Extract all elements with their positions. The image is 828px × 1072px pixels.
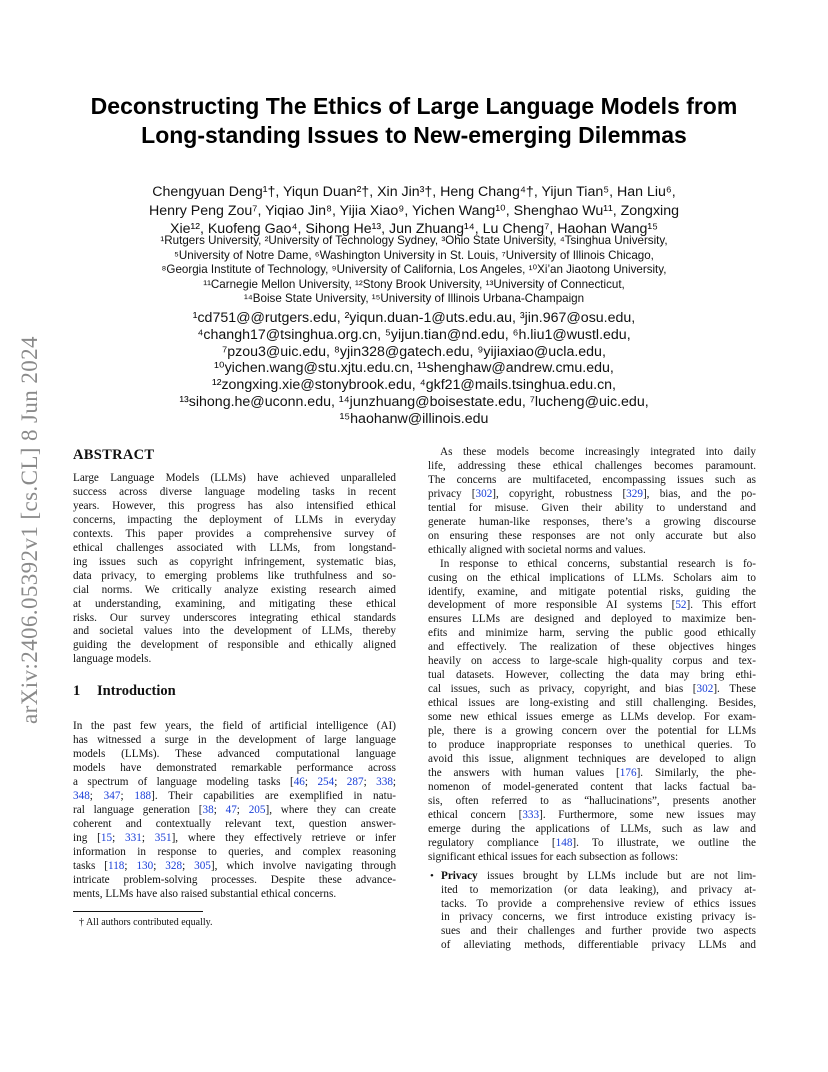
body-line: ing [15; 331; 351], where they effectively retrieve or infer bbox=[73, 831, 396, 844]
citation-link[interactable]: 46 bbox=[293, 776, 305, 789]
citation-link[interactable]: 205 bbox=[248, 804, 266, 817]
citation-link[interactable]: 130 bbox=[136, 859, 154, 872]
body-text: the answers with human values [ bbox=[428, 766, 620, 779]
affiliation-line: ⁵University of Notre Dame, ⁶Washington University in St. Louis, ⁷University of Illinois Chicago, bbox=[174, 248, 654, 262]
body-text: ]. Similarly, the phe- bbox=[636, 766, 756, 779]
body-line: As these models become increasingly integrated into daily bbox=[440, 446, 756, 458]
body-line: emerge during the applications of LLMs, such as law and bbox=[428, 822, 756, 835]
abstract-line: cial norms. We critically analyze existing research aimed bbox=[73, 583, 396, 596]
body-line: ited to memorization (or data leaking), and privacy at- bbox=[441, 883, 756, 896]
body-line: In the past few years, the field of artificial intelligence (AI) bbox=[73, 720, 396, 733]
body-text: ]. To illustrate, we outline the bbox=[572, 836, 756, 849]
bullet-icon: • bbox=[430, 869, 434, 882]
body-text: ing [ bbox=[73, 831, 101, 844]
body-text: a spectrum of language modeling tasks [ bbox=[73, 776, 294, 789]
email-list bbox=[72, 310, 756, 428]
body-line bbox=[441, 870, 756, 884]
bullet-term: Privacy bbox=[441, 869, 478, 882]
email-line[interactable]: ⁷pzou3@uic.edu, ⁸yjin328@gatech.edu, ⁹yijiaxiao@ucla.edu, bbox=[222, 343, 606, 360]
abstract-line: ing issues such as copyright infringement, systematic bias, bbox=[73, 555, 396, 568]
affiliation-list bbox=[72, 234, 756, 307]
paragraph bbox=[428, 446, 756, 558]
citation-link[interactable]: 176 bbox=[619, 766, 637, 779]
paper-title bbox=[72, 92, 756, 150]
citation-link[interactable]: 329 bbox=[626, 487, 643, 500]
affiliation-line: ¹⁴Boise State University, ¹⁵University of Illinois Urbana-Champaign bbox=[243, 292, 585, 306]
body-line bbox=[428, 683, 756, 697]
left-column bbox=[73, 446, 396, 929]
title-line: Deconstructing The Ethics of Large Language Models from bbox=[90, 93, 738, 119]
affiliation-line: ¹¹Carnegie Mellon University, ¹²Stony Brook University, ¹³University of Connecticut, bbox=[203, 277, 625, 291]
body-line: ral language generation [38; 47; 205], where they can create bbox=[73, 804, 396, 817]
body-line: in privacy concerns, we first introduce existing privacy is- bbox=[441, 911, 756, 924]
citation-link[interactable]: 347 bbox=[103, 790, 121, 803]
citation-link[interactable]: 302 bbox=[475, 487, 493, 500]
citation-link[interactable]: 47 bbox=[225, 804, 237, 817]
citation-link[interactable]: 287 bbox=[346, 776, 364, 789]
body-line: on ensuring these responses are not only accurate but also bbox=[428, 529, 756, 542]
right-column bbox=[428, 446, 756, 953]
title-line: Long-standing Issues to New-emerging Dilemmas bbox=[141, 122, 687, 148]
body-line: ments, LLMs have also raised substantial ethical concerns. bbox=[73, 887, 337, 900]
body-line: coherent and contextually relevant text, question answer- bbox=[73, 818, 396, 831]
body-line: life, addressing these ethical challenges becomes paramount. bbox=[428, 459, 756, 472]
body-text: ethical concern [ bbox=[428, 808, 523, 821]
footnote: † All authors contributed equally. bbox=[79, 916, 213, 928]
abstract-line: at understanding, examining, and mitigating these ethical bbox=[73, 597, 396, 610]
abstract-line: and societal values into the development of LLMs, thereby bbox=[73, 625, 396, 638]
arxiv-identifier-text: arXiv:2406.05392v1 [cs.CL] 8 Jun 2024 bbox=[17, 336, 42, 724]
body-line: some new ethical issues emerge as LLMs develop. For exam- bbox=[428, 711, 756, 724]
body-line: information in response to queries, and complex reasoning bbox=[73, 845, 396, 858]
body-line: tential for misuse. Given their ability to understand and bbox=[428, 501, 756, 514]
body-line bbox=[428, 767, 756, 781]
author-line: Xie¹², Kuofeng Gao⁴, Sihong He¹³, Jun Zhuang¹⁴, Lu Cheng⁷, Haohan Wang¹⁵ bbox=[170, 221, 658, 237]
body-line: sis, often referred to as “hallucinations”, presents another bbox=[428, 794, 756, 807]
section-heading-introduction bbox=[73, 682, 396, 700]
body-line: generate human-like responses, there’s a growing discourse bbox=[428, 515, 756, 528]
body-line: avoid this issue, alignment techniques are developed to align bbox=[428, 752, 756, 765]
body-line: ple, there is a growing concern over the potential for LLMs bbox=[428, 725, 756, 738]
body-line: ensures LLMs are designed and deployed to maximize ben- bbox=[428, 613, 756, 626]
email-line[interactable]: ¹³sihong.he@uconn.edu, ¹⁴junzhuang@boisestate.edu, ⁷lucheng@uic.edu, bbox=[179, 393, 649, 410]
citation-link[interactable]: 338 bbox=[376, 776, 393, 789]
abstract-line: success across diverse language modeling tasks in recent bbox=[73, 485, 396, 498]
body-text: issues brought by LLMs include but are not lim- bbox=[477, 869, 756, 882]
body-line: to produce inappropriate responses to unethical queries. To bbox=[428, 739, 756, 752]
citation-link[interactable]: 302 bbox=[696, 683, 714, 696]
abstract-body bbox=[73, 472, 396, 667]
abstract-line: contexts. This paper provides a comprehensive survey of bbox=[73, 527, 396, 540]
email-line[interactable]: ¹⁰yichen.wang@stu.xjtu.edu.cn, ¹¹shenghaw@andrew.cmu.edu, bbox=[214, 360, 614, 377]
citation-link[interactable]: 52 bbox=[675, 599, 687, 612]
body-text: regulatory compliance [ bbox=[428, 836, 556, 849]
introduction-body bbox=[73, 720, 396, 901]
body-line: heavily on access to large-scale high-quality corpus and tex- bbox=[428, 655, 756, 668]
body-text: ; bbox=[392, 776, 396, 789]
body-line bbox=[428, 809, 756, 823]
body-line: has witnessed a surge in the development of large language bbox=[73, 734, 396, 747]
email-line[interactable]: ¹⁵haohanw@illinois.edu bbox=[339, 410, 489, 427]
body-text: ]. This effort bbox=[686, 599, 756, 612]
body-line: models have demonstrated remarkable performance across bbox=[73, 762, 396, 775]
footnote-rule bbox=[73, 911, 203, 912]
section-number: 1 bbox=[73, 683, 81, 700]
body-text: tasks [ bbox=[73, 859, 109, 872]
abstract-line: years. However, this progress has also intensified ethical bbox=[73, 499, 396, 512]
author-list bbox=[72, 183, 756, 239]
abstract-line: data privacy, to emerging problems like truthfulness and so- bbox=[73, 569, 396, 582]
body-line: and effectively. The realization of these objectives hinges bbox=[428, 641, 756, 654]
citation-link[interactable]: 328 bbox=[165, 859, 183, 872]
body-line bbox=[428, 599, 756, 613]
body-line: The concerns are multifaceted, encompassing issues such as bbox=[428, 473, 756, 486]
citation-link[interactable]: 351 bbox=[154, 831, 172, 844]
body-text: ]. Their capabilities are exemplified in natu- bbox=[151, 790, 396, 803]
body-text: ral language generation [ bbox=[73, 804, 203, 817]
email-line[interactable]: ¹²zongxing.xie@stonybrook.edu, ⁴gkf21@mails.tsinghua.edu.cn, bbox=[212, 377, 616, 394]
abstract-line: language models. bbox=[73, 653, 152, 666]
abstract-heading: ABSTRACT bbox=[73, 447, 155, 463]
body-line: models (LLMs). These advanced computational language bbox=[73, 748, 396, 761]
body-line: In response to ethical concerns, substantial research is fo- bbox=[440, 557, 756, 570]
body-text: development of more responsible AI systems [ bbox=[428, 599, 676, 612]
body-text: ], where they effectively retrieve or infer bbox=[171, 831, 396, 844]
body-line: identify, examine, and mitigate potential risks, guiding the bbox=[428, 585, 756, 598]
body-line: ethically aligned with societal norms and values. bbox=[428, 543, 646, 556]
citation-link[interactable]: 118 bbox=[108, 859, 125, 872]
bullet-item-privacy bbox=[428, 870, 756, 954]
email-line[interactable]: ⁴changh17@tsinghua.org.cn, ⁵yijun.tian@nd.edu, ⁶h.liu1@wustl.edu, bbox=[197, 326, 631, 343]
abstract-line: risks. Our survey underscores integrating ethical standards bbox=[73, 611, 396, 624]
body-text: ], which involve navigating through bbox=[210, 859, 396, 872]
body-line: sues and their challenges and further provide two aspects bbox=[441, 925, 756, 938]
body-line: tacks. To provide a comprehensive review of ethics issues bbox=[441, 897, 756, 910]
body-line: nomenon of model-generated content that lacks factual ba- bbox=[428, 780, 756, 793]
body-line bbox=[428, 837, 756, 851]
body-line: significant ethical issues for each subsection as follows: bbox=[428, 850, 679, 863]
body-text: ], where they can create bbox=[265, 804, 396, 817]
email-line[interactable]: ¹cd751@@rutgers.edu, ²yiqun.duan-1@uts.edu.au, ³jin.967@osu.edu, bbox=[192, 310, 636, 326]
citation-link[interactable]: 188 bbox=[134, 790, 152, 803]
body-text: ]. Furthermore, some new issues may bbox=[539, 808, 756, 821]
abstract-line: guiding the development of responsible and ethically aligned bbox=[73, 639, 396, 652]
arxiv-identifier bbox=[6, 300, 54, 760]
paragraph bbox=[428, 558, 756, 865]
body-line: tual datasets. However, collecting the data may bring ethi- bbox=[428, 669, 756, 682]
abstract-line: ethical challenges associated with LLMs, from longstand- bbox=[73, 541, 396, 554]
body-line: intricate problem-solving processes. Despite these advance- bbox=[73, 873, 396, 886]
citation-link[interactable]: 38 bbox=[202, 804, 214, 817]
abstract-line: concerns, impacting the deployment of LLMs in everyday bbox=[73, 513, 396, 526]
affiliation-line: ¹Rutgers University, ²University of Technology Sydney, ³Ohio State University, ⁴Tsinghua University, bbox=[160, 234, 668, 247]
body-text: ], copyright, robustness [ bbox=[492, 487, 627, 500]
body-line: ethical issues are long-existing and still challenging. Besides, bbox=[428, 697, 756, 710]
body-text: cal issues, such as privacy, copyright, and bias [ bbox=[428, 683, 697, 696]
citation-link[interactable]: 148 bbox=[555, 836, 573, 849]
citation-link[interactable]: 348 bbox=[73, 790, 90, 803]
body-line: 348; 347; 188]. Their capabilities are exemplified in natu- bbox=[73, 790, 396, 803]
affiliation-line: ⁸Georgia Institute of Technology, ⁹University of California, Los Angeles, ¹⁰Xi’an Jiaotong University, bbox=[161, 263, 667, 277]
citation-link[interactable]: 305 bbox=[194, 859, 211, 872]
citation-link[interactable]: 254 bbox=[317, 776, 335, 789]
abstract-line: Large Language Models (LLMs) have achieved unparalleled bbox=[73, 472, 396, 484]
body-line: efits and minimize harm, serving the public good ethically bbox=[428, 627, 756, 640]
citation-link[interactable]: 15 bbox=[100, 831, 113, 844]
body-line: of alleviating methods, differentiable privacy LLMs and bbox=[441, 939, 756, 952]
body-text: privacy [ bbox=[428, 487, 476, 500]
section-title: Introduction bbox=[97, 683, 176, 700]
citation-link[interactable]: 333 bbox=[522, 808, 540, 821]
body-line: tasks [118; 130; 328; 305], which involve navigating through bbox=[73, 859, 396, 872]
citation-link[interactable]: 331 bbox=[125, 831, 142, 844]
body-line: cusing on the ethical implications of LLMs. Scholars aim to bbox=[428, 571, 756, 584]
author-line: Henry Peng Zou⁷, Yiqiao Jin⁸, Yijia Xiao⁹, Yichen Wang¹⁰, Shenghao Wu¹¹, Zongxing bbox=[149, 202, 679, 219]
author-line: Chengyuan Deng¹†, Yiqun Duan²†, Xin Jin³†, Heng Chang⁴†, Yijun Tian⁵, Han Liu⁶, bbox=[152, 184, 676, 200]
body-line bbox=[428, 488, 756, 502]
body-text: ], bias, and the po- bbox=[642, 487, 756, 500]
body-line: a spectrum of language modeling tasks [46; 254; 287; 338; bbox=[73, 776, 396, 789]
body-text: ]. These bbox=[713, 683, 756, 696]
